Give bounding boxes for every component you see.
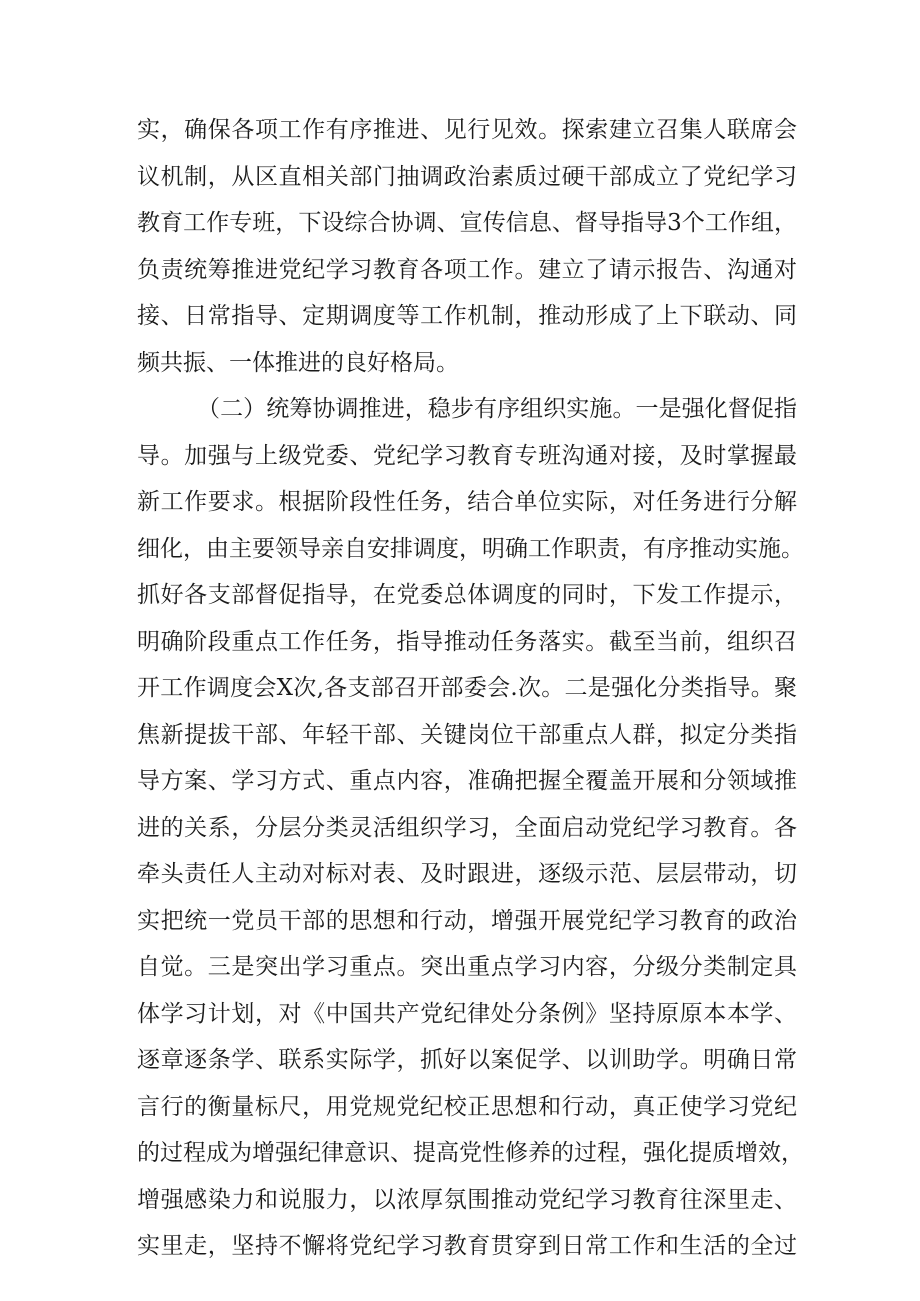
text-line: 负责统筹推进党纪学习教育各项工作。建立了请示报告、沟通对 — [137, 256, 797, 283]
text-line: 频共振、一体推进的良好格局。 — [137, 349, 459, 376]
body-text — [137, 115, 804, 1278]
text-line: 自觉。三是突出学习重点。突出重点学习内容，分级分类制定具 — [137, 954, 797, 980]
text-line: 议机制，从区直相关部门抽调政治素质过硬干部成立了党纪学习 — [137, 163, 797, 190]
text-line: 焦新提拔干部、年轻干部、关键岗位干部重点人群，拟定分类指 — [137, 721, 797, 748]
text-line: 导。加强与上级党委、党纪学习教育专班沟通对接，及时掌握最 — [137, 442, 797, 469]
text-line: 导方案、学习方式、重点内容，准确把握全覆盖开展和分领域推 — [137, 768, 797, 794]
text-line: 言行的衡量标尺，用党规党纪校正思想和行动，真正使学习党纪 — [137, 1093, 797, 1120]
text-line: 体学习计划，对《中国共产党纪律处分条例》坚持原原本本学、 — [137, 1000, 797, 1027]
text-line: 牵头责任人主动对标对表、及时跟进，逐级示范、层层带动，切 — [137, 861, 797, 887]
text-line: 的过程成为增强纪律意识、提高党性修养的过程，强化提质增效， — [137, 1140, 804, 1166]
section-heading-line: （二）统筹协调推进，稳步有序组织实施。一是强化督促指 — [197, 396, 797, 422]
text-line: 开工作调度会X次,各支部召开部委会.次。二是强化分类指导。聚 — [137, 675, 797, 701]
text-line: 增强感染力和说服力，以浓厚氛围推动党纪学习教育往深里走、 — [137, 1186, 797, 1213]
text-line: 实把统一党员干部的思想和行动，增强开展党纪学习教育的政治 — [137, 907, 797, 934]
text-line: 明确阶段重点工作任务，指导推动任务落实。截至当前，组织召 — [137, 628, 797, 655]
text-line: 实里走，坚持不懈将党纪学习教育贯穿到日常工作和生活的全过 — [137, 1233, 797, 1259]
text-line: 接、日常指导、定期调度等工作机制，推动形成了上下联动、同 — [137, 303, 797, 329]
text-line: 逐章逐条学、联系实际学，抓好以案促学、以训助学。明确日常 — [137, 1047, 797, 1073]
text-line: 新工作要求。根据阶段性任务，结合单位实际，对任务进行分解 — [137, 489, 797, 515]
text-line: 实，确保各项工作有序推进、见行见效。探索建立召集人联席会 — [137, 117, 797, 143]
text-line: 教育工作专班，下设综合协调、宣传信息、督导指导3个工作组， — [137, 210, 797, 236]
text-line: 细化，由主要领导亲自安排调度，明确工作职责，有序推动实施。 — [137, 535, 804, 562]
text-line: 进的关系，分层分类灵活组织学习，全面启动党纪学习教育。各 — [137, 814, 797, 841]
text-line: 抓好各支部督促指导，在党委总体调度的同时，下发工作提示， — [137, 582, 797, 608]
